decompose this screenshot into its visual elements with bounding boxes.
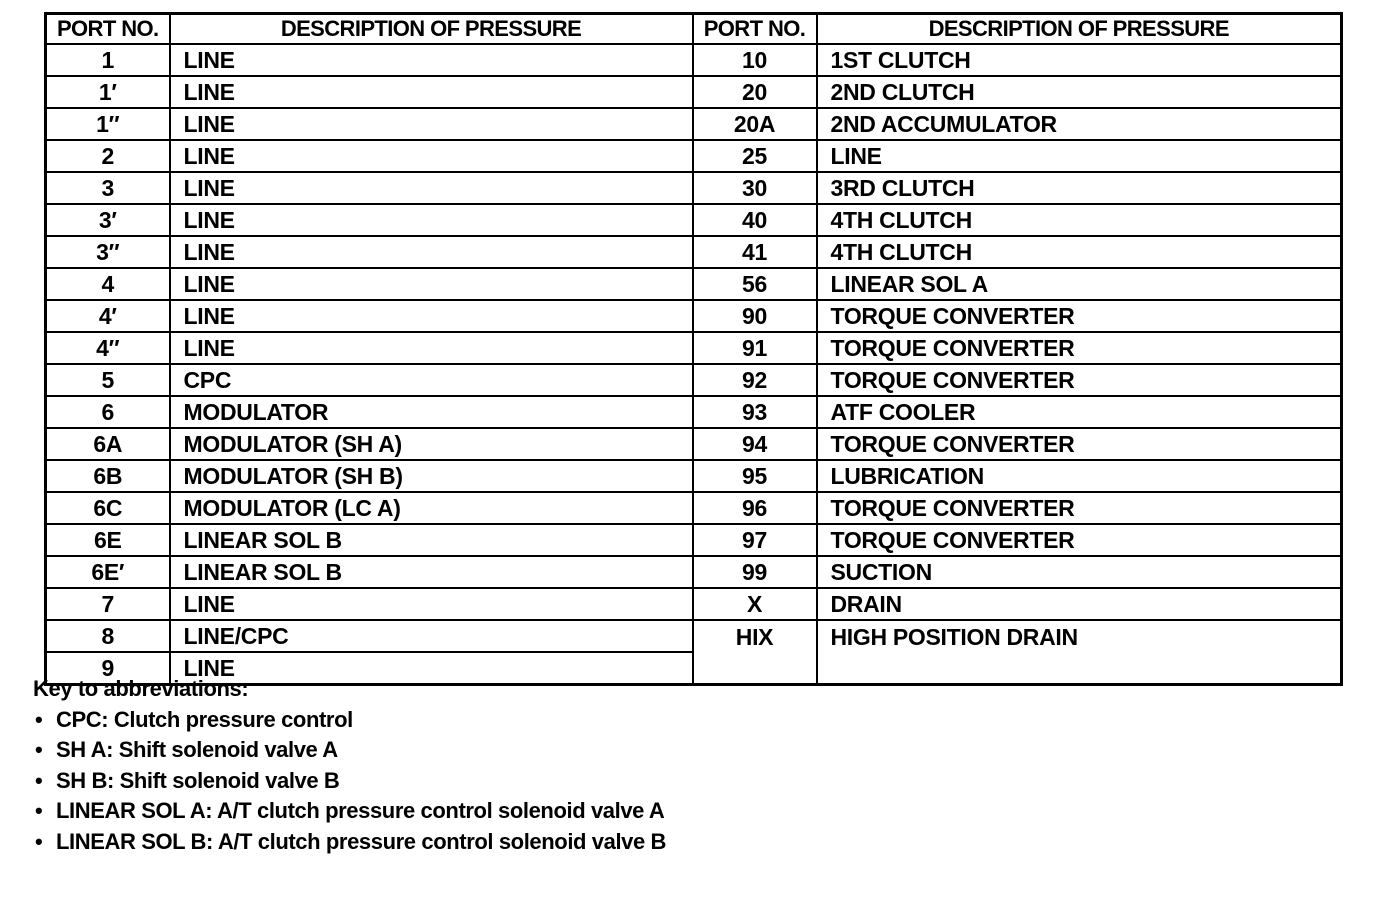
right-description-cell: ATF COOLER	[817, 396, 1342, 428]
right-description-cell: TORQUE CONVERTER	[817, 428, 1342, 460]
right-description-cell: LINEAR SOL A	[817, 268, 1342, 300]
table-row	[46, 492, 1342, 524]
right-port-cell: 91	[693, 332, 817, 364]
key-item	[33, 766, 666, 797]
table-row	[46, 236, 1342, 268]
left-port-cell: 2	[46, 140, 170, 172]
table-row	[46, 396, 1342, 428]
left-port-cell: 9	[46, 652, 170, 685]
table-row	[46, 588, 1342, 620]
right-description-cell	[817, 652, 1342, 685]
right-description-cell: SUCTION	[817, 556, 1342, 588]
bullet-icon: •	[35, 706, 43, 732]
left-port-cell: 6A	[46, 428, 170, 460]
left-description-cell: LINE/CPC	[170, 620, 693, 652]
port-pressure-table	[44, 12, 1343, 686]
left-description-cell: MODULATOR (SH B)	[170, 460, 693, 492]
table-row	[46, 556, 1342, 588]
left-description-cell: LINE	[170, 172, 693, 204]
right-port-cell: 25	[693, 140, 817, 172]
table-row	[46, 76, 1342, 108]
bullet-icon: •	[35, 798, 43, 823]
left-description-cell: MODULATOR (LC A)	[170, 492, 693, 524]
left-description-cell: LINE	[170, 44, 693, 76]
key-item-text: LINEAR SOL A: A/T clutch pressure control solenoid valve A	[56, 798, 665, 823]
right-description-cell: LUBRICATION	[817, 460, 1342, 492]
key-list	[33, 705, 666, 858]
bullet-icon: •	[35, 737, 43, 762]
right-description-cell: LINE	[817, 140, 1342, 172]
left-description-cell: LINE	[170, 268, 693, 300]
left-description-cell: LINEAR SOL B	[170, 556, 693, 588]
table-row	[46, 108, 1342, 140]
right-port-cell: 56	[693, 268, 817, 300]
table-row	[46, 204, 1342, 236]
key-item-text: LINEAR SOL B: A/T clutch pressure control solenoid valve B	[56, 828, 667, 854]
right-description-cell: TORQUE CONVERTER	[817, 332, 1342, 364]
right-port-cell: 40	[693, 204, 817, 236]
table-row	[46, 44, 1342, 76]
right-description-cell: 4TH CLUTCH	[817, 236, 1342, 268]
right-port-cell: 93	[693, 396, 817, 428]
left-description-cell: LINE	[170, 204, 693, 236]
left-description-cell: LINE	[170, 300, 693, 332]
table-row	[46, 300, 1342, 332]
table-row	[46, 428, 1342, 460]
table-row	[46, 364, 1342, 396]
left-port-cell: 6	[46, 396, 170, 428]
key-item	[33, 705, 666, 736]
key-item-text: CPC: Clutch pressure control	[56, 706, 353, 732]
right-port-cell: 20A	[693, 108, 817, 140]
right-port-cell: 96	[693, 492, 817, 524]
right-description-cell: 3RD CLUTCH	[817, 172, 1342, 204]
bullet-icon: •	[35, 828, 43, 854]
left-port-cell: 5	[46, 364, 170, 396]
table-header-row	[46, 14, 1342, 45]
table-row	[46, 172, 1342, 204]
abbreviation-key	[33, 674, 666, 857]
right-description-header: DESCRIPTION OF PRESSURE	[817, 14, 1342, 45]
table-row	[46, 268, 1342, 300]
right-port-cell: 20	[693, 76, 817, 108]
left-description-header: DESCRIPTION OF PRESSURE	[170, 14, 693, 45]
table-row	[46, 332, 1342, 364]
left-description-cell: LINE	[170, 236, 693, 268]
right-description-cell: 2ND ACCUMULATOR	[817, 108, 1342, 140]
key-item	[33, 827, 666, 858]
key-title: Key to abbreviations:	[33, 676, 249, 701]
left-description-cell: CPC	[170, 364, 693, 396]
right-port-cell: 92	[693, 364, 817, 396]
left-port-cell: 4′	[46, 300, 170, 332]
right-port-cell: X	[693, 588, 817, 620]
bullet-icon: •	[35, 767, 43, 793]
key-item-text: SH B: Shift solenoid valve B	[56, 767, 340, 793]
right-port-cell: 97	[693, 524, 817, 556]
left-port-cell: 3″	[46, 236, 170, 268]
right-description-cell: 1ST CLUTCH	[817, 44, 1342, 76]
right-port-cell: 94	[693, 428, 817, 460]
right-description-cell: TORQUE CONVERTER	[817, 300, 1342, 332]
right-port-cell: 41	[693, 236, 817, 268]
table-row	[46, 524, 1342, 556]
left-description-cell: MODULATOR	[170, 396, 693, 428]
right-port-header: PORT NO.	[693, 14, 817, 45]
table-row	[46, 140, 1342, 172]
key-item-text: SH A: Shift solenoid valve A	[56, 737, 338, 762]
left-port-cell: 1″	[46, 108, 170, 140]
right-description-cell: 4TH CLUTCH	[817, 204, 1342, 236]
left-description-cell: MODULATOR (SH A)	[170, 428, 693, 460]
left-port-cell: 7	[46, 588, 170, 620]
right-port-cell: 30	[693, 172, 817, 204]
left-description-cell: LINE	[170, 332, 693, 364]
left-description-cell: LINE	[170, 140, 693, 172]
left-port-cell: 4	[46, 268, 170, 300]
right-port-cell: 10	[693, 44, 817, 76]
left-description-cell: LINE	[170, 652, 693, 685]
left-description-cell: LINE	[170, 76, 693, 108]
left-description-cell: LINE	[170, 588, 693, 620]
right-description-cell: DRAIN	[817, 588, 1342, 620]
left-port-cell: 6E′	[46, 556, 170, 588]
left-port-cell: 6E	[46, 524, 170, 556]
right-port-cell: 90	[693, 300, 817, 332]
table-row	[46, 620, 1342, 652]
right-description-cell: TORQUE CONVERTER	[817, 364, 1342, 396]
left-port-cell: 6C	[46, 492, 170, 524]
key-item	[33, 796, 666, 827]
right-port-cell	[693, 652, 817, 685]
right-description-cell: 2ND CLUTCH	[817, 76, 1342, 108]
right-description-cell: HIGH POSITION DRAIN	[830, 623, 1078, 650]
left-port-cell: 6B	[46, 460, 170, 492]
left-description-cell: LINE	[170, 108, 693, 140]
left-description-cell: LINEAR SOL B	[170, 524, 693, 556]
left-port-cell: 3	[46, 172, 170, 204]
right-port-cell: 99	[693, 556, 817, 588]
right-port-cell: 95	[693, 460, 817, 492]
left-port-cell: 8	[46, 620, 170, 652]
right-port-cell: HIX	[693, 620, 817, 652]
table-body	[46, 44, 1342, 685]
table-row	[46, 460, 1342, 492]
left-port-cell: 4″	[46, 332, 170, 364]
key-item	[33, 735, 666, 766]
right-description-cell: TORQUE CONVERTER	[817, 524, 1342, 556]
left-port-header: PORT NO.	[46, 14, 170, 45]
left-port-cell: 1′	[46, 76, 170, 108]
left-port-cell: 3′	[46, 204, 170, 236]
left-port-cell: 1	[46, 44, 170, 76]
right-description-cell: TORQUE CONVERTER	[817, 492, 1342, 524]
